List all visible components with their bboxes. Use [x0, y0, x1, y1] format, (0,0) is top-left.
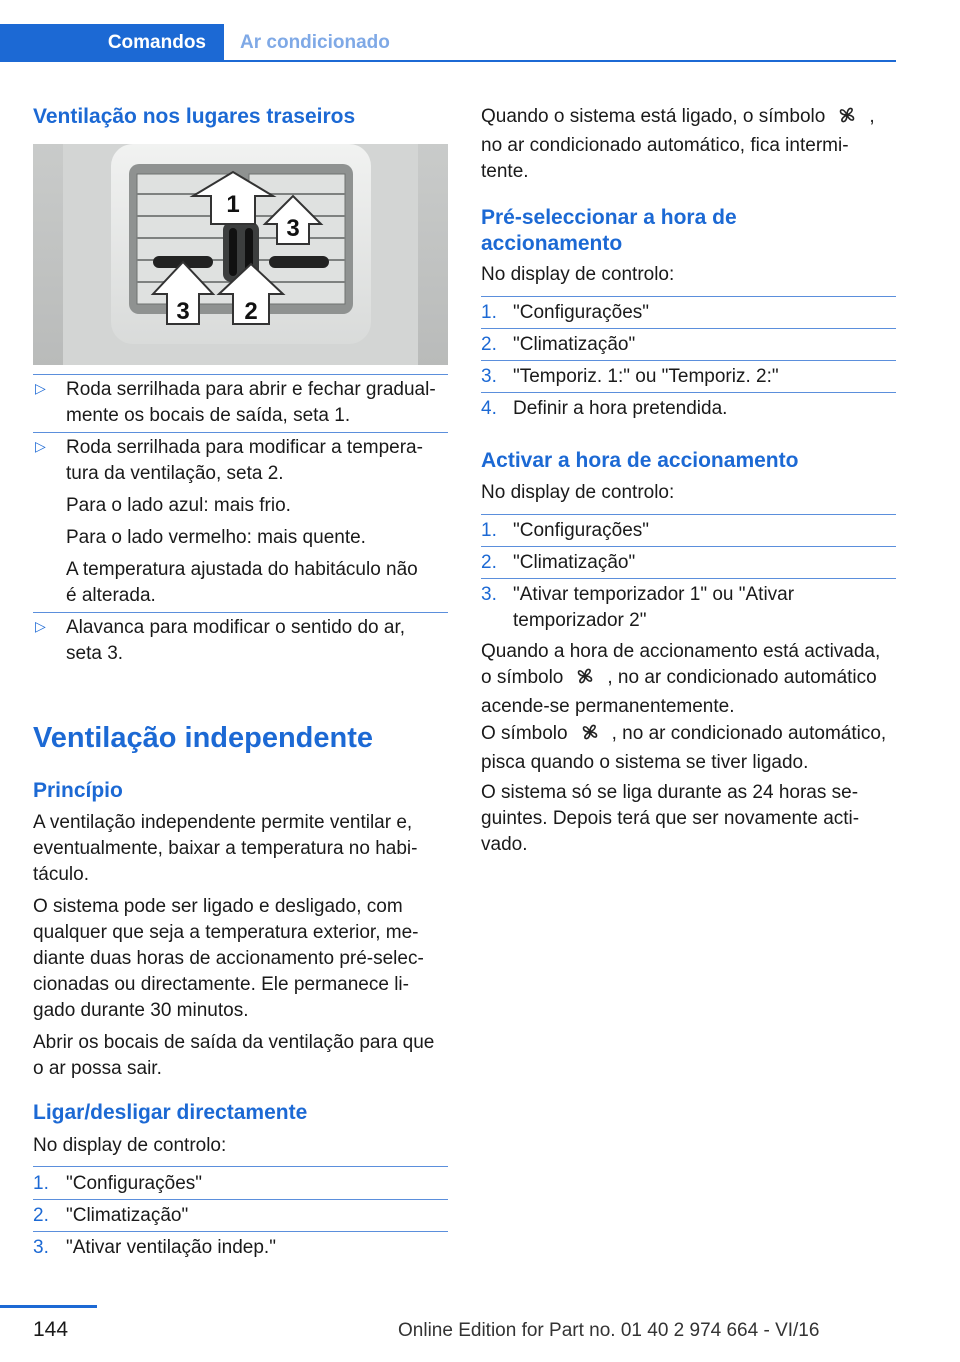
step-text: "Configurações" [513, 520, 650, 541]
bullet-icon: ▷ [35, 438, 46, 454]
step-number: 3. [33, 1237, 49, 1258]
step-text: "Temporiz. 1:" ou "Temporiz. 2:" [513, 366, 779, 387]
list-item: Roda serrilhada para modificar a tempera- tura da ventilação, seta 2. Para o lado azul: mais frio. Para o lado vermelho: mais quente. A temperatura ajustada do habitáculo não é alterada. [66, 437, 423, 606]
heading-principle: Princípio [33, 779, 123, 802]
step-text: "Climatização" [513, 552, 636, 573]
step-number: 1. [33, 1173, 49, 1194]
heading-activate: Activar a hora de accionamento [481, 449, 799, 472]
list-separator [33, 374, 448, 375]
intro-paragraph: Quando o sistema está ligado, o símbolo , no ar condicionado automático, fica intermi- tente. [481, 106, 875, 182]
heading-preselect: Pré-seleccionar a hora de accionamento [481, 206, 737, 255]
page-title-independent-ventilation: Ventilação independente [33, 722, 374, 754]
step-text: "Climatização" [66, 1205, 189, 1226]
section-title-rear-ventilation: Ventilação nos lugares traseiros [33, 105, 356, 128]
list-item: Roda serrilhada para abrir e fechar gradual- mente os bocais de saída, seta 1. [66, 379, 436, 426]
list-separator [481, 296, 896, 297]
bullet-icon: ▷ [35, 618, 46, 634]
figure-label-3-top: 3 [286, 215, 300, 242]
principle-paragraph: A ventilação independente permite ventilar e, eventualmente, baixar a temperatura no habi- táculo. O sistema pode ser ligado e desligado, com qualquer que seja a temperatura exterior, me- diante duas horas de accionamento pré-selec- cionadas ou directamente. Ele permanece li- gado durante 30 minutos. Abrir os bocais de saída da ventilação para que o ar possa sair. [33, 812, 435, 1079]
figure-label-1: 1 [226, 191, 240, 218]
page-header [0, 0, 960, 62]
step-number: 3. [481, 584, 497, 605]
blink-paragraph: O símbolo , no ar condicionado automático, pisca quando o sistema se tiver ligado. [481, 723, 887, 773]
step-text: "Climatização" [513, 334, 636, 355]
step-number: 2. [33, 1205, 49, 1226]
figure-label-3-bottom: 3 [176, 298, 190, 325]
direct-intro: No display de controlo: [33, 1135, 227, 1156]
step-number: 3. [481, 366, 497, 387]
preselect-intro: No display de controlo: [481, 264, 675, 285]
rear-vent-figure [33, 144, 448, 365]
list-separator [481, 546, 896, 547]
list-separator [481, 328, 896, 329]
list-separator [33, 1231, 448, 1232]
activated-paragraph: Quando a hora de accionamento está activada, o símbolo , no ar condicionado automático acende-se permanentemente. [481, 641, 881, 717]
step-text: "Configurações" [513, 302, 650, 323]
step-number: 4. [481, 398, 497, 419]
list-separator [481, 578, 896, 579]
step-text: Definir a hora pretendida. [513, 398, 728, 419]
list-separator [33, 612, 448, 613]
step-text: "Ativar temporizador 1" ou "Ativar temporizador 2" [513, 584, 795, 631]
fan-icon [575, 666, 595, 694]
step-number: 2. [481, 334, 497, 355]
figure-label-2: 2 [244, 298, 258, 325]
page-number: 144 [33, 1318, 69, 1341]
list-item: Alavanca para modificar o sentido do ar, seta 3. [66, 617, 406, 664]
list-separator [33, 1166, 448, 1167]
list-separator [33, 432, 448, 433]
header-divider [224, 60, 896, 62]
fan-icon [837, 105, 857, 133]
list-separator [33, 1199, 448, 1200]
step-number: 2. [481, 552, 497, 573]
heading-direct-switch: Ligar/desligar directamente [33, 1101, 308, 1124]
tab-ar-condicionado[interactable]: Ar condicionado [240, 32, 390, 53]
footer-divider [0, 1305, 97, 1308]
activate-intro: No display de controlo: [481, 482, 675, 503]
step-text: "Ativar ventilação indep." [66, 1237, 276, 1258]
rear-vent-illustration [33, 144, 448, 365]
bullet-icon: ▷ [35, 380, 46, 396]
tab-comandos[interactable]: Comandos [0, 24, 224, 62]
step-number: 1. [481, 520, 497, 541]
duration-paragraph: O sistema só se liga durante as 24 horas se- guintes. Depois terá que ser novamente acti- vado. [481, 782, 860, 855]
edition-text: Online Edition for Part no. 01 40 2 974 664 - VI/16 [398, 1320, 820, 1341]
list-separator [481, 360, 896, 361]
list-separator [481, 392, 896, 393]
list-separator [481, 514, 896, 515]
fan-icon [580, 722, 600, 750]
step-text: "Configurações" [66, 1173, 203, 1194]
step-number: 1. [481, 302, 497, 323]
